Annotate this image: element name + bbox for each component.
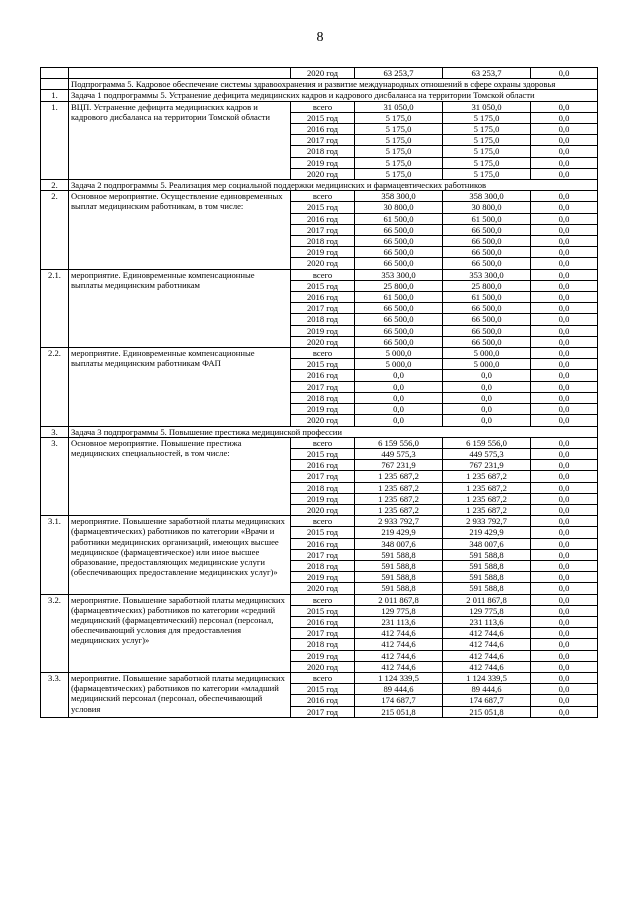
other-cell: 0,0 [531, 135, 598, 146]
table-row [41, 348, 598, 359]
total-cell: 89 444,6 [355, 684, 443, 695]
year-cell: 2018 год [291, 146, 355, 157]
total-cell: 219 429,9 [355, 527, 443, 538]
regional-cell: 591 588,8 [443, 560, 531, 571]
year-cell: 2019 год [291, 325, 355, 336]
other-cell: 0,0 [531, 392, 598, 403]
total-cell: 5 175,0 [355, 157, 443, 168]
regional-cell: 353 300,0 [443, 269, 531, 280]
year-cell: 2015 год [291, 202, 355, 213]
year-cell: 2020 год [291, 415, 355, 426]
funding-table [40, 67, 598, 718]
regional-cell: 767 231,9 [443, 460, 531, 471]
total-cell: 1 235 687,2 [355, 471, 443, 482]
year-cell: всего [291, 348, 355, 359]
total-cell: 412 744,6 [355, 650, 443, 661]
year-cell: 2016 год [291, 370, 355, 381]
regional-cell: 0,0 [443, 415, 531, 426]
other-cell: 0,0 [531, 493, 598, 504]
year-cell: 2016 год [291, 460, 355, 471]
row-number: 2.1. [41, 269, 69, 347]
task-row [41, 180, 598, 191]
regional-cell: 61 500,0 [443, 213, 531, 224]
row-number: 3. [41, 437, 69, 515]
other-cell: 0,0 [531, 157, 598, 168]
regional-cell: 89 444,6 [443, 684, 531, 695]
total-cell: 0,0 [355, 404, 443, 415]
table-row [41, 269, 598, 280]
row-number [41, 79, 69, 90]
regional-cell: 1 235 687,2 [443, 504, 531, 515]
total-cell: 25 800,0 [355, 280, 443, 291]
row-number: 2.2. [41, 348, 69, 426]
year-cell: 2017 год [291, 706, 355, 717]
total-cell: 66 500,0 [355, 303, 443, 314]
regional-cell: 66 500,0 [443, 336, 531, 347]
other-cell: 0,0 [531, 482, 598, 493]
regional-cell: 129 775,8 [443, 605, 531, 616]
other-cell: 0,0 [531, 348, 598, 359]
measure-description: Основное мероприятие. Осуществление единовременных выплат медицинским работникам, в том числе: [69, 191, 291, 269]
regional-cell: 1 124 339,5 [443, 672, 531, 683]
total-cell: 2 011 867,8 [355, 594, 443, 605]
row-description [69, 68, 291, 79]
regional-cell: 61 500,0 [443, 292, 531, 303]
task-title: Задача 3 подпрограммы 5. Повышение престижа медицинской профессии [69, 426, 598, 437]
year-cell: 2016 год [291, 292, 355, 303]
other-cell: 0,0 [531, 504, 598, 515]
other-cell: 0,0 [531, 381, 598, 392]
other-cell: 0,0 [531, 314, 598, 325]
other-cell: 0,0 [531, 146, 598, 157]
year-cell: 2015 год [291, 112, 355, 123]
total-cell: 66 500,0 [355, 247, 443, 258]
total-cell: 1 124 339,5 [355, 672, 443, 683]
regional-cell: 412 744,6 [443, 628, 531, 639]
other-cell: 0,0 [531, 269, 598, 280]
regional-cell: 1 235 687,2 [443, 482, 531, 493]
year-cell: всего [291, 672, 355, 683]
regional-cell: 31 050,0 [443, 101, 531, 112]
year-cell: 2017 год [291, 224, 355, 235]
total-cell: 591 588,8 [355, 583, 443, 594]
year-cell: 2020 год [291, 168, 355, 179]
year-cell: 2015 год [291, 448, 355, 459]
total-cell: 66 500,0 [355, 258, 443, 269]
total-cell: 412 744,6 [355, 639, 443, 650]
regional-cell: 2 933 792,7 [443, 516, 531, 527]
other-cell: 0,0 [531, 527, 598, 538]
regional-cell: 66 500,0 [443, 258, 531, 269]
year-cell: 2015 год [291, 684, 355, 695]
other-cell: 0,0 [531, 560, 598, 571]
year-cell: 2020 год [291, 258, 355, 269]
regional-cell: 591 588,8 [443, 583, 531, 594]
regional-cell: 5 175,0 [443, 135, 531, 146]
total-cell: 5 175,0 [355, 146, 443, 157]
regional-cell: 5 175,0 [443, 112, 531, 123]
other-cell: 0,0 [531, 672, 598, 683]
other-cell: 0,0 [531, 437, 598, 448]
regional-cell: 412 744,6 [443, 661, 531, 672]
regional-cell: 174 687,7 [443, 695, 531, 706]
regional-cell: 449 575,3 [443, 448, 531, 459]
regional-cell: 1 235 687,2 [443, 493, 531, 504]
other-cell: 0,0 [531, 448, 598, 459]
total-cell: 5 175,0 [355, 124, 443, 135]
year-cell: 2018 год [291, 236, 355, 247]
table-row [41, 672, 598, 683]
regional-cell: 5 000,0 [443, 359, 531, 370]
total-cell: 5 175,0 [355, 168, 443, 179]
other-cell: 0,0 [531, 661, 598, 672]
regional-cell: 63 253,7 [443, 68, 531, 79]
regional-cell: 412 744,6 [443, 639, 531, 650]
other-cell: 0,0 [531, 628, 598, 639]
year-cell: 2019 год [291, 247, 355, 258]
row-number: 1. [41, 101, 69, 179]
year-cell: 2020 год [291, 336, 355, 347]
other-cell: 0,0 [531, 168, 598, 179]
other-cell: 0,0 [531, 202, 598, 213]
total-cell: 5 000,0 [355, 359, 443, 370]
regional-cell: 0,0 [443, 392, 531, 403]
total-cell: 348 007,6 [355, 538, 443, 549]
other-cell: 0,0 [531, 191, 598, 202]
total-cell: 5 175,0 [355, 135, 443, 146]
year-cell: 2016 год [291, 695, 355, 706]
total-cell: 30 800,0 [355, 202, 443, 213]
total-cell: 66 500,0 [355, 224, 443, 235]
regional-cell: 0,0 [443, 381, 531, 392]
other-cell: 0,0 [531, 303, 598, 314]
other-cell: 0,0 [531, 538, 598, 549]
other-cell: 0,0 [531, 516, 598, 527]
total-cell: 6 159 556,0 [355, 437, 443, 448]
year-cell: 2015 год [291, 280, 355, 291]
year-cell: всего [291, 269, 355, 280]
total-cell: 5 000,0 [355, 348, 443, 359]
table-row [41, 594, 598, 605]
regional-cell: 219 429,9 [443, 527, 531, 538]
other-cell: 0,0 [531, 124, 598, 135]
total-cell: 215 051,8 [355, 706, 443, 717]
measure-description: мероприятие. Повышение заработной платы медицинских (фармацевтических) работников по категории «младший медицинский персонал (персонал, обеспечивающий условия [69, 672, 291, 717]
total-cell: 174 687,7 [355, 695, 443, 706]
measure-description: мероприятие. Единовременные компенсационные выплаты медицинским работникам [69, 269, 291, 347]
total-cell: 31 050,0 [355, 101, 443, 112]
other-cell: 0,0 [531, 471, 598, 482]
total-cell: 449 575,3 [355, 448, 443, 459]
other-cell: 0,0 [531, 605, 598, 616]
table-row [41, 437, 598, 448]
regional-cell: 215 051,8 [443, 706, 531, 717]
regional-cell: 30 800,0 [443, 202, 531, 213]
other-cell: 0,0 [531, 236, 598, 247]
table-row [41, 101, 598, 112]
year-cell: 2016 год [291, 124, 355, 135]
regional-cell: 5 175,0 [443, 124, 531, 135]
other-cell: 0,0 [531, 650, 598, 661]
year-cell: 2018 год [291, 314, 355, 325]
row-number: 3.2. [41, 594, 69, 672]
row-number: 2. [41, 180, 69, 191]
total-cell: 353 300,0 [355, 269, 443, 280]
other-cell: 0,0 [531, 112, 598, 123]
total-cell: 767 231,9 [355, 460, 443, 471]
subprogram-row [41, 79, 598, 90]
regional-cell: 591 588,8 [443, 572, 531, 583]
total-cell: 591 588,8 [355, 572, 443, 583]
regional-cell: 358 300,0 [443, 191, 531, 202]
other-cell: 0,0 [531, 224, 598, 235]
year-cell: 2020 год [291, 583, 355, 594]
regional-cell: 5 000,0 [443, 348, 531, 359]
other-cell: 0,0 [531, 583, 598, 594]
year-cell: всего [291, 101, 355, 112]
regional-cell: 231 113,6 [443, 616, 531, 627]
total-cell: 0,0 [355, 415, 443, 426]
table-row [41, 68, 598, 79]
total-cell: 66 500,0 [355, 336, 443, 347]
regional-cell: 66 500,0 [443, 325, 531, 336]
other-cell: 0,0 [531, 68, 598, 79]
year-cell: 2017 год [291, 135, 355, 146]
other-cell: 0,0 [531, 404, 598, 415]
regional-cell: 412 744,6 [443, 650, 531, 661]
row-number: 3. [41, 426, 69, 437]
total-cell: 0,0 [355, 392, 443, 403]
regional-cell: 66 500,0 [443, 314, 531, 325]
row-number: 3.1. [41, 516, 69, 594]
regional-cell: 0,0 [443, 404, 531, 415]
task-title: Задача 1 подпрограммы 5. Устранение дефицита медицинских кадров и кадрового дисбаланса на территории Томской области [69, 90, 598, 101]
total-cell: 66 500,0 [355, 236, 443, 247]
regional-cell: 66 500,0 [443, 303, 531, 314]
year-cell: 2015 год [291, 359, 355, 370]
row-number: 1. [41, 90, 69, 101]
row-number: 2. [41, 191, 69, 269]
measure-description: мероприятие. Повышение заработной платы медицинских (фармацевтических) работников по категории «Врачи и работники медицинских организаций, имеющих высшее медицинское (фармацевтическое) или иное высшее образование, предоставляющих медицинские услуги (обеспечивающих предоставление медицинских услуг)» [69, 516, 291, 594]
regional-cell: 66 500,0 [443, 236, 531, 247]
year-cell: 2019 год [291, 650, 355, 661]
task-row [41, 90, 598, 101]
regional-cell: 66 500,0 [443, 247, 531, 258]
year-cell: 2017 год [291, 628, 355, 639]
total-cell: 0,0 [355, 370, 443, 381]
table-row [41, 191, 598, 202]
total-cell: 231 113,6 [355, 616, 443, 627]
year-cell: 2019 год [291, 493, 355, 504]
row-number: 3.3. [41, 672, 69, 717]
total-cell: 5 175,0 [355, 112, 443, 123]
total-cell: 63 253,7 [355, 68, 443, 79]
other-cell: 0,0 [531, 572, 598, 583]
measure-description: мероприятие. Повышение заработной платы медицинских (фармацевтических) работников по категории «средний медицинский (фармацевтический) персонал (персонал, обеспечивающий условия для предоставления медицинских услуг)» [69, 594, 291, 672]
measure-description: мероприятие. Единовременные компенсационные выплаты медицинским работникам ФАП [69, 348, 291, 426]
regional-cell: 1 235 687,2 [443, 471, 531, 482]
measure-description: ВЦП. Устранение дефицита медицинских кадров и кадрового дисбаланса на территории Томской области [69, 101, 291, 179]
year-cell: всего [291, 191, 355, 202]
year-cell: 2019 год [291, 572, 355, 583]
task-row [41, 426, 598, 437]
year-cell: всего [291, 594, 355, 605]
year-cell: 2017 год [291, 381, 355, 392]
total-cell: 1 235 687,2 [355, 504, 443, 515]
measure-description: Основное мероприятие. Повышение престижа медицинских специальностей, в том числе: [69, 437, 291, 515]
year-cell: 2015 год [291, 527, 355, 538]
regional-cell: 66 500,0 [443, 224, 531, 235]
total-cell: 2 933 792,7 [355, 516, 443, 527]
total-cell: 358 300,0 [355, 191, 443, 202]
year-cell: 2020 год [291, 661, 355, 672]
subprogram-title: Подпрограмма 5. Кадровое обеспечение системы здравоохранения и развитие международных отношений в сфере охраны здоровья [69, 79, 598, 90]
regional-cell: 2 011 867,8 [443, 594, 531, 605]
year-cell: 2017 год [291, 303, 355, 314]
year-cell: 2018 год [291, 392, 355, 403]
other-cell: 0,0 [531, 325, 598, 336]
year-cell: 2020 год [291, 504, 355, 515]
task-title: Задача 2 подпрограммы 5. Реализация мер социальной поддержки медицинских и фармацевтических работников [69, 180, 598, 191]
other-cell: 0,0 [531, 280, 598, 291]
year-cell: 2019 год [291, 404, 355, 415]
total-cell: 412 744,6 [355, 628, 443, 639]
other-cell: 0,0 [531, 258, 598, 269]
year-cell: 2019 год [291, 157, 355, 168]
year-cell: 2017 год [291, 549, 355, 560]
year-cell: 2018 год [291, 560, 355, 571]
other-cell: 0,0 [531, 594, 598, 605]
other-cell: 0,0 [531, 359, 598, 370]
total-cell: 66 500,0 [355, 314, 443, 325]
year-cell: 2018 год [291, 482, 355, 493]
total-cell: 61 500,0 [355, 213, 443, 224]
year-cell: 2016 год [291, 213, 355, 224]
regional-cell: 0,0 [443, 370, 531, 381]
other-cell: 0,0 [531, 549, 598, 560]
year-cell: 2016 год [291, 538, 355, 549]
total-cell: 66 500,0 [355, 325, 443, 336]
other-cell: 0,0 [531, 639, 598, 650]
regional-cell: 5 175,0 [443, 168, 531, 179]
year-cell: 2018 год [291, 639, 355, 650]
other-cell: 0,0 [531, 695, 598, 706]
other-cell: 0,0 [531, 336, 598, 347]
other-cell: 0,0 [531, 292, 598, 303]
total-cell: 129 775,8 [355, 605, 443, 616]
other-cell: 0,0 [531, 706, 598, 717]
total-cell: 61 500,0 [355, 292, 443, 303]
regional-cell: 591 588,8 [443, 549, 531, 560]
total-cell: 0,0 [355, 381, 443, 392]
total-cell: 412 744,6 [355, 661, 443, 672]
other-cell: 0,0 [531, 247, 598, 258]
total-cell: 591 588,8 [355, 560, 443, 571]
other-cell: 0,0 [531, 415, 598, 426]
year-cell: 2015 год [291, 605, 355, 616]
other-cell: 0,0 [531, 213, 598, 224]
other-cell: 0,0 [531, 616, 598, 627]
regional-cell: 6 159 556,0 [443, 437, 531, 448]
year-cell: всего [291, 437, 355, 448]
other-cell: 0,0 [531, 370, 598, 381]
year-cell: 2020 год [291, 68, 355, 79]
table-row [41, 516, 598, 527]
year-cell: 2017 год [291, 471, 355, 482]
regional-cell: 348 007,6 [443, 538, 531, 549]
row-number [41, 68, 69, 79]
page-number: 8 [316, 30, 324, 45]
total-cell: 1 235 687,2 [355, 493, 443, 504]
regional-cell: 5 175,0 [443, 146, 531, 157]
other-cell: 0,0 [531, 684, 598, 695]
other-cell: 0,0 [531, 460, 598, 471]
year-cell: 2016 год [291, 616, 355, 627]
total-cell: 591 588,8 [355, 549, 443, 560]
regional-cell: 5 175,0 [443, 157, 531, 168]
total-cell: 1 235 687,2 [355, 482, 443, 493]
year-cell: всего [291, 516, 355, 527]
regional-cell: 25 800,0 [443, 280, 531, 291]
other-cell: 0,0 [531, 101, 598, 112]
